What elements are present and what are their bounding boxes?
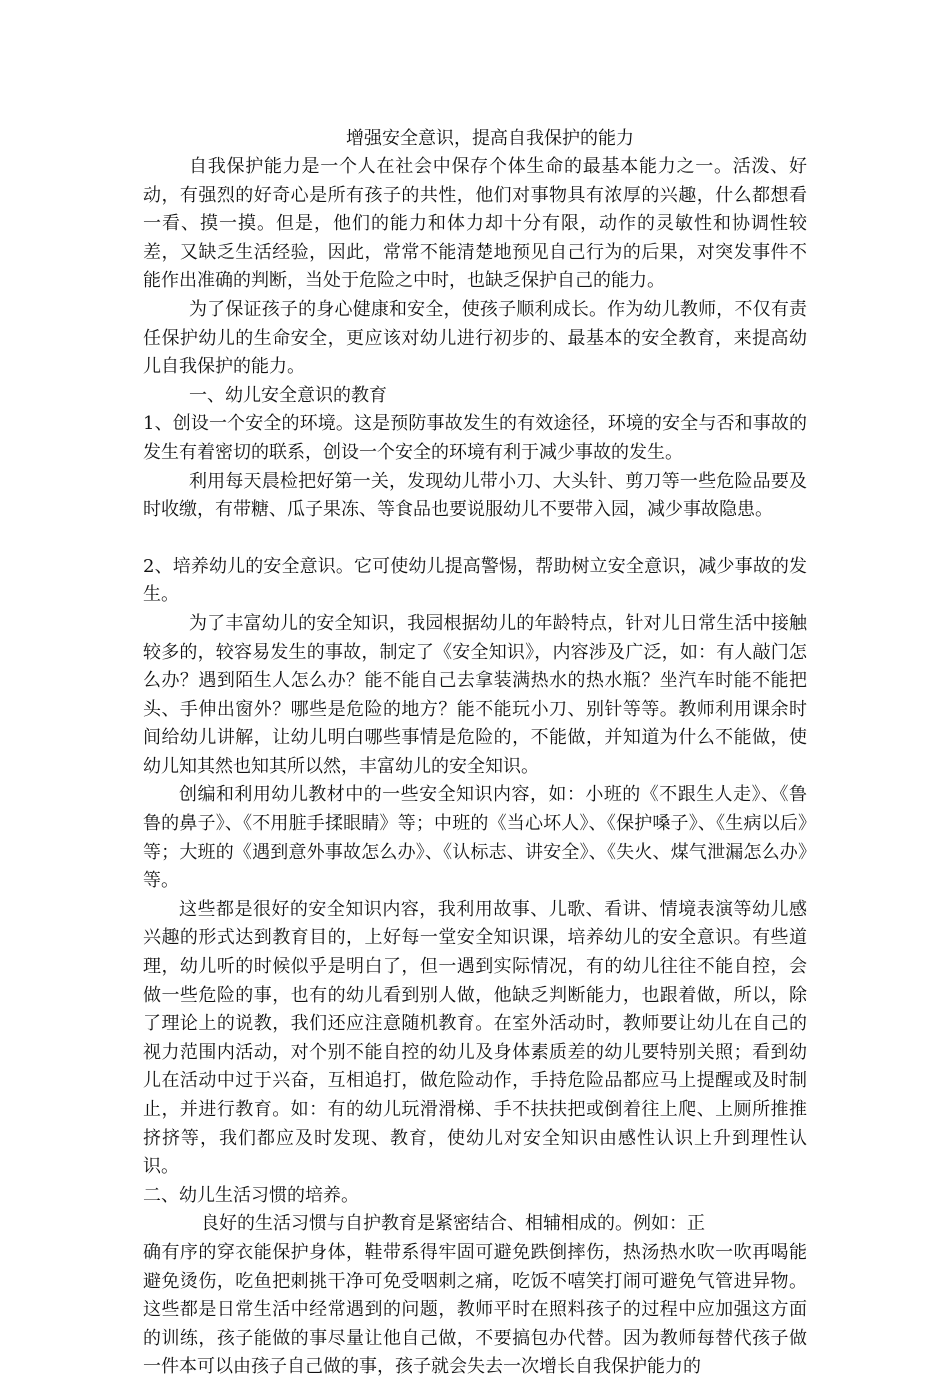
blank-line xyxy=(143,525,807,553)
section-heading-living-habits: 二、幼儿生活习惯的培养。 xyxy=(143,1184,359,1206)
paragraph-safe-environment: 1、创设一个安全的环境。这是预防事故发生的有效途径，环境的安全与否和事故的发生有着密切的联系，创设一个安全的环境有利于减少事故的发生。 xyxy=(143,413,807,463)
paragraph-habits-continued: 确有序的穿衣能保护身体，鞋带系得牢固可避免跌倒摔伤，热汤热水吹一吹再喝能避免烫伤，吃鱼把刺挑干净可免受咽刺之痛，吃饭不嘻笑打闹可避免气管进异物。这些都是日常生活中经常遇到的问题，教师平时在照料孩子的过程中应加强这方面的训练，孩子能做的事尽量让他自己做，不要搞包办代替。因为教师每替代孩子做一件本可以由孩子自己做的事，孩子就会失去一次增长自我保护能力的 xyxy=(143,1241,807,1378)
paragraph-morning-check: 利用每天晨检把好第一关，发现幼儿带小刀、大头针、剪刀等一些危险品要及时收缴，有带糖、瓜子果冻、等食品也要说服幼儿不要带入园，减少事故隐患。 xyxy=(143,470,807,521)
paragraph-safety-knowledge: 为了丰富幼儿的安全知识，我园根据幼儿的年龄特点，针对儿日常生活中接触较多的，较容易发生的事故，制定了《安全知识》，内容涉及广泛，如：有人敲门怎么办？遇到陌生人怎么办？能不能自己去拿装满热水的热水瓶？坐汽车时能不能把头、手伸出窗外？哪些是危险的地方？能不能玩小刀、别针等等。教师利用课余时间给幼儿讲解，让幼儿明白哪些事情是危险的，不能做，并知道为什么不能做，使幼儿知其然也知其所以然，丰富幼儿的安全知识。 xyxy=(143,612,807,777)
paragraph-safety-consciousness: 2、培养幼儿的安全意识。它可使幼儿提高警惕，帮助树立安全意识，减少事故的发生。 xyxy=(143,555,807,606)
document-page xyxy=(143,125,807,1382)
paragraph-purpose: 为了保证孩子的身心健康和安全，使孩子顺利成长。作为幼儿教师，不仅有责任保护幼儿的生命安全，更应该对幼儿进行初步的、最基本的安全教育，来提高幼儿自我保护的能力。 xyxy=(143,298,807,378)
section-heading-safety-awareness: 一、幼儿安全意识的教育 xyxy=(189,384,387,406)
document-title: 增强安全意识，提高自我保护的能力 xyxy=(346,128,634,149)
paragraph-intro: 自我保护能力是一个人在社会中保存个体生命的最基本能力之一。活泼、好动，有强烈的好奇心是所有孩子的共性，他们对事物具有浓厚的兴趣，什么都想看一看、摸一摸。但是，他们的能力和体力却十分有限，动作的灵敏性和协调性较差，又缺乏生活经验，因此，常常不能清楚地预见自己行为的后果，对突发事件不能作出准确的判断，当处于危险之中时，也缺乏保护自己的能力。 xyxy=(143,156,807,292)
paragraph-habits-start: 良好的生活习惯与自护教育是紧密结合、相辅相成的。例如：正 xyxy=(201,1213,705,1235)
paragraph-teaching-materials: 创编和利用幼儿教材中的一些安全知识内容，如：小班的《不跟生人走》、《鲁鲁的鼻子》、《不用脏手揉眼睛》等；中班的《当心坏人》、《保护嗓子》、《生病以后》等；大班的《遇到意外事故怎么办》、《认标志、讲安全》、《失火、煤气泄漏怎么办》等。 xyxy=(143,784,807,892)
paragraph-random-education: 这些都是很好的安全知识内容，我利用故事、儿歌、看讲、情境表演等幼儿感兴趣的形式达到教育目的，上好每一堂安全知识课，培养幼儿的安全意识。有些道理，幼儿听的时候似乎是明白了，但一遇到实际情况，有的幼儿往往不能自控，会做一些危险的事，也有的幼儿看到别人做，他缺乏判断能力，也跟着做，所以，除了理论上的说教，我们还应注意随机教育。在室外活动时，教师要让幼儿在自己的视力范围内活动，对个别不能自控的幼儿及身体素质差的幼儿要特别关照；看到幼儿在活动中过于兴奋，互相追打，做危险动作，手持危险品都应马上提醒或及时制止，并进行教育。如：有的幼儿玩滑滑梯、手不扶扶把或倒着往上爬、上厕所推推挤挤等，我们都应及时发现、教育，使幼儿对安全知识由感性认识上升到理性认识。 xyxy=(143,898,807,1178)
